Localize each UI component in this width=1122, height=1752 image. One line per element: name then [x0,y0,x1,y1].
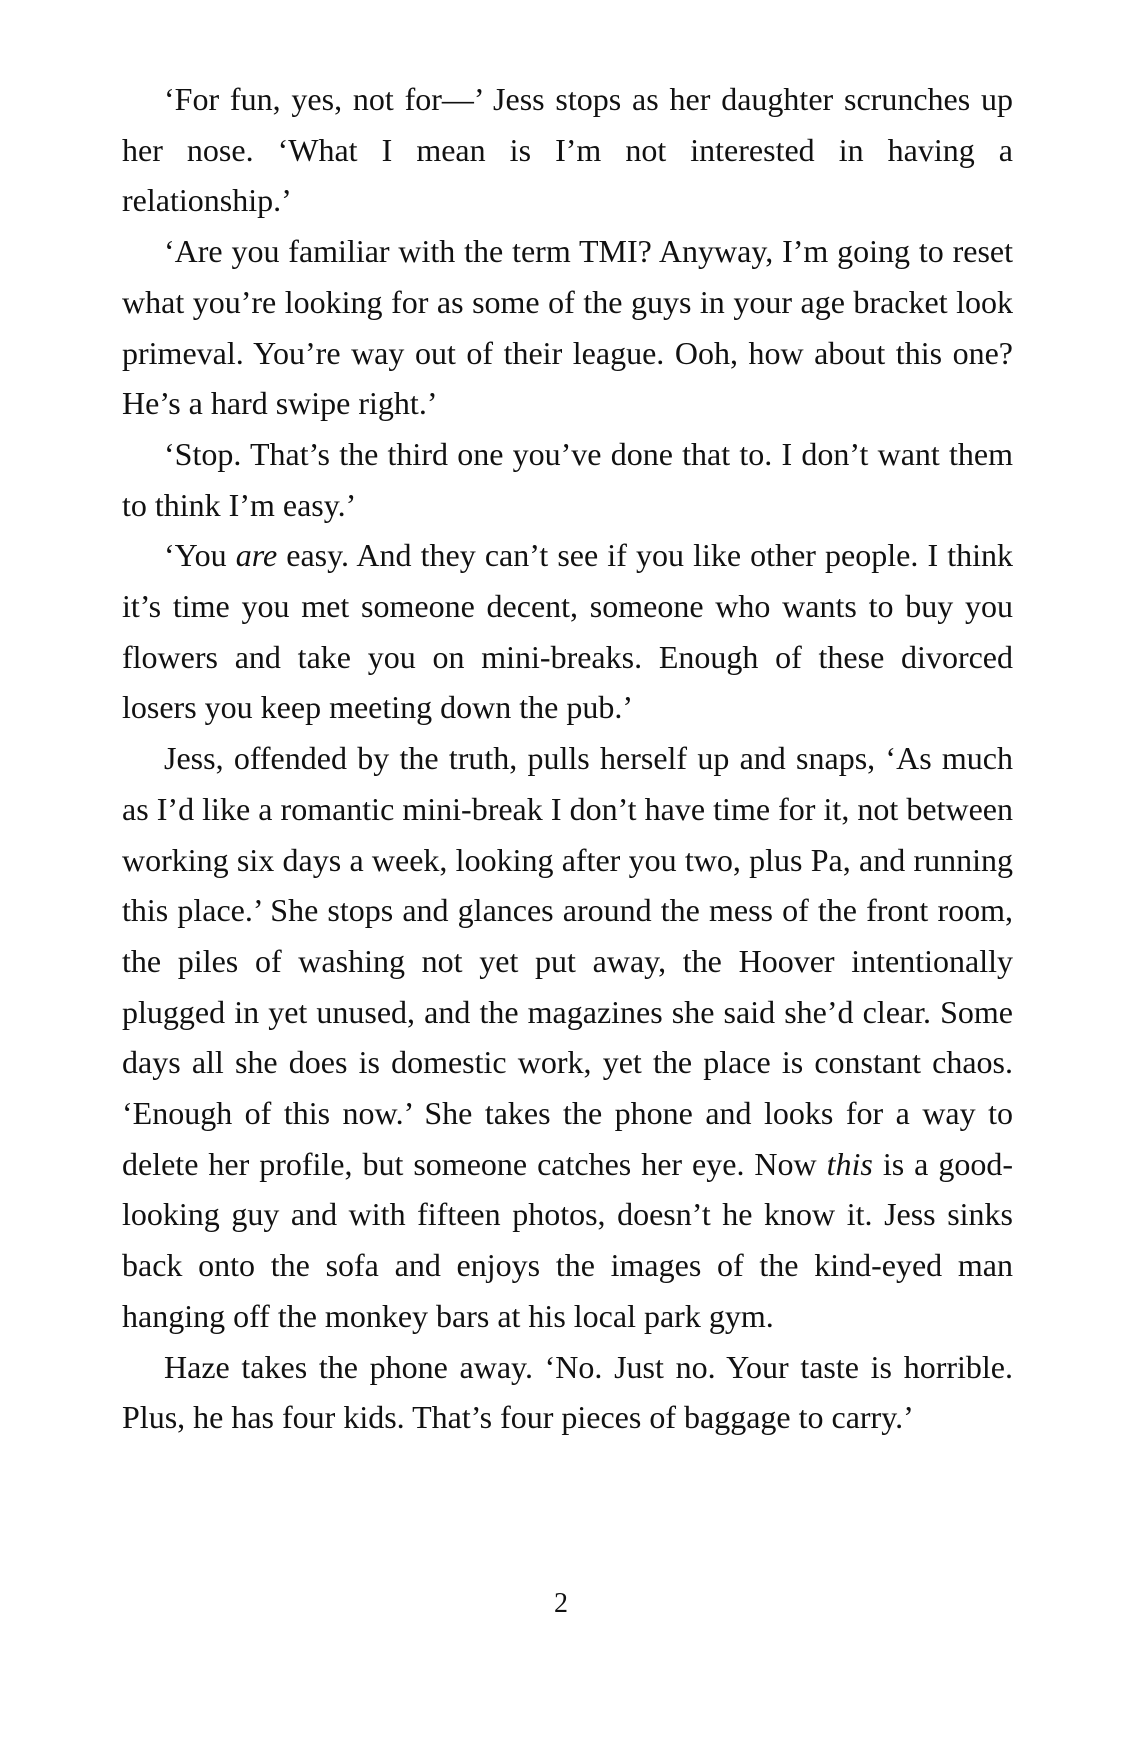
text-run: ‘Stop. That’s the third one you’ve done that to. I don’t want them to think I’m easy.’ [122,435,1013,523]
paragraph [122,226,1013,429]
paragraph [122,1342,1013,1443]
paragraph [122,429,1013,530]
text-run: Jess, offended by the truth, pulls herself up and snaps, ‘As much as I’d like a romantic mini-break I don’t have time for it, not between working six days a week, looking after you two, plus Pa, and running this place.’ She stops and glances around the mess of the front room, the piles of washing not yet put away, the Hoover intentionally plugged in yet unused, and the magazines she said she’d clear. Some days all she does is domestic work, yet the place is constant chaos. ‘Enough of this now.’ She takes the phone and looks for a way to delete her profile, but someone catches her eye. Now [122,740,1013,1182]
text-run: easy. And they can’t see if you like other people. I think it’s time you met someone decent, someone who wants to buy you flowers and take you on mini-breaks. Enough of these divorced losers you keep meeting down the pub.’ [122,537,1014,726]
paragraph [122,530,1013,733]
text-run: Haze takes the phone away. ‘No. Just no. Your taste is horrible. Plus, he has four kids. That’s four pieces of baggage to carry.’ [122,1348,1013,1436]
body-text [122,74,1013,1443]
text-run: ‘You [164,537,236,574]
paragraph [122,74,1013,226]
paragraph [122,733,1013,1341]
italic-emphasis: this [826,1145,873,1182]
page-number: 2 [554,1588,568,1619]
italic-emphasis: are [235,537,278,574]
text-run: ‘Are you familiar with the term TMI? Anyway, I’m going to reset what you’re looking for as some of the guys in your age bracket look primeval. You’re way out of their league. Ooh, how about this one? He’s a hard swipe right.’ [122,233,1013,422]
text-run: is a good-looking guy and with fifteen photos, doesn’t he know it. Jess sinks back onto the sofa and enjoys the images of the kind-eyed man hanging off the monkey bars at his local park gym. [122,1145,1014,1334]
text-run: ‘For fun, yes, not for—’ Jess stops as her daughter scrunches up her nose. ‘What I mean is I’m not interested in having a relationship.’ [122,81,1013,219]
